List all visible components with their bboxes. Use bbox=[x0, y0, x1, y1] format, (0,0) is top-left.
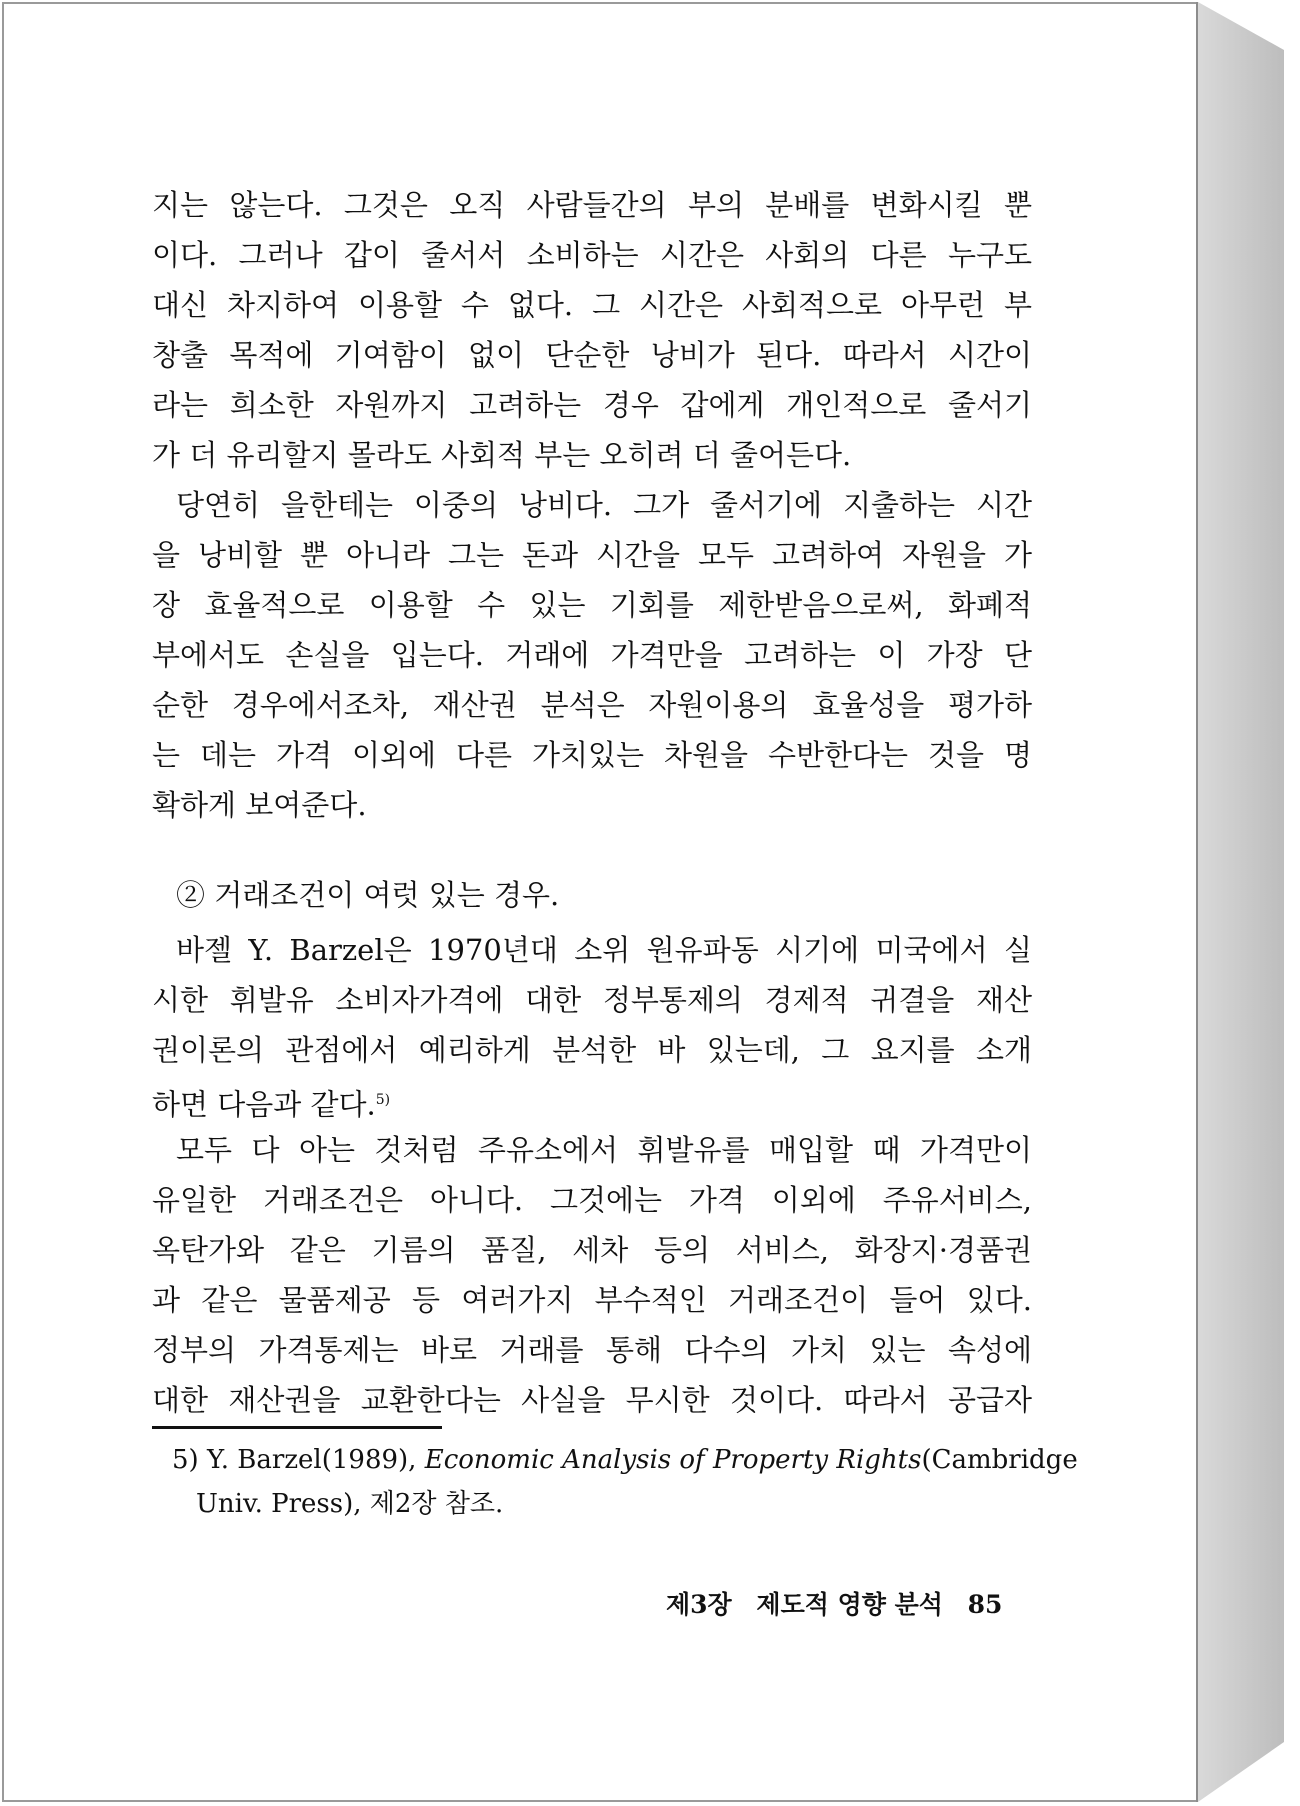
text-line: 시한 휘발유 소비자가격에 대한 정부통제의 경제적 귀결을 재산 bbox=[152, 983, 1032, 1017]
paragraph-four bbox=[152, 1125, 1032, 1425]
text-line: 당연히 을한테는 이중의 낭비다. 그가 줄서기에 지출하는 시간 bbox=[176, 488, 1032, 522]
text-line bbox=[152, 1075, 1032, 1125]
text-line: 바젤 Y. Barzel은 1970년대 소위 원유파동 시기에 미국에서 실 bbox=[176, 933, 1032, 967]
footnote bbox=[172, 1438, 1078, 1526]
footnote-title: Economic Analysis of Property Rights bbox=[424, 1445, 922, 1475]
footnote-reference: 5) bbox=[375, 1092, 391, 1108]
text-line: 순한 경우에서조차, 재산권 분석은 자원이용의 효율성을 평가하 bbox=[152, 688, 1032, 722]
text-line-content: 하면 다음과 같다. bbox=[152, 1087, 376, 1122]
book-side-edge bbox=[1198, 2, 1284, 1802]
text-line: 확하게 보여준다. bbox=[152, 788, 367, 822]
text-line: 정부의 가격통제는 바로 거래를 통해 다수의 가치 있는 속성에 bbox=[152, 1333, 1032, 1367]
text-line: 라는 희소한 자원까지 고려하는 경우 갑에게 개인적으로 줄서기 bbox=[152, 388, 1032, 422]
text-line: 는 데는 가격 이외에 다른 가치있는 차원을 수반한다는 것을 명 bbox=[152, 738, 1032, 772]
footnote-publisher: (Cambridge bbox=[921, 1445, 1078, 1475]
text-line: 가 더 유리할지 몰라도 사회적 부는 오히려 더 줄어든다. bbox=[152, 438, 852, 472]
footnote-line-2: Univ. Press), 제2장 참조. bbox=[196, 1489, 504, 1519]
chapter-label: 제3장 bbox=[666, 1590, 732, 1619]
text-line: 과 같은 물품제공 등 여러가지 부수적인 거래조건이 들어 있다. bbox=[152, 1283, 1032, 1317]
section-heading: ② 거래조건이 여럿 있는 경우. bbox=[176, 878, 560, 912]
text-line: 권이론의 관점에서 예리하게 분석한 바 있는데, 그 요지를 소개 bbox=[152, 1033, 1032, 1067]
text-line: 부에서도 손실을 입는다. 거래에 가격만을 고려하는 이 가장 단 bbox=[152, 638, 1032, 672]
text-line: 대한 재산권을 교환한다는 사실을 무시한 것이다. 따라서 공급자 bbox=[152, 1383, 1032, 1417]
page-edge-line bbox=[1196, 2, 1198, 1802]
footnote-number: 5) bbox=[172, 1445, 199, 1475]
text-line: 모두 다 아는 것처럼 주유소에서 휘발유를 매입할 때 가격만이 bbox=[176, 1133, 1032, 1167]
text-line: 지는 않는다. 그것은 오직 사람들간의 부의 분배를 변화시킬 뿐 bbox=[152, 188, 1032, 222]
text-line: 옥탄가와 같은 기름의 품질, 세차 등의 서비스, 화장지·경품권 bbox=[152, 1233, 1032, 1267]
section-heading-block bbox=[152, 870, 1032, 920]
footnote-author: Y. Barzel(1989), bbox=[206, 1445, 417, 1475]
text-line: 대신 차지하여 이용할 수 없다. 그 시간은 사회적으로 아무런 부 bbox=[152, 288, 1032, 322]
running-footer bbox=[650, 1585, 1002, 1621]
text-line: 장 효율적으로 이용할 수 있는 기회를 제한받음으로써, 화폐적 bbox=[152, 588, 1032, 622]
text-line: 을 낭비할 뿐 아니라 그는 돈과 시간을 모두 고려하여 자원을 가 bbox=[152, 538, 1032, 572]
text-line: 이다. 그러나 갑이 줄서서 소비하는 시간은 사회의 다른 누구도 bbox=[152, 238, 1032, 272]
footnote-divider bbox=[152, 1426, 442, 1429]
footnote-line bbox=[172, 1438, 1078, 1482]
text-line: 유일한 거래조건은 아니다. 그것에는 가격 이외에 주유서비스, bbox=[152, 1183, 1032, 1217]
page-number: 85 bbox=[967, 1590, 1003, 1619]
paragraph-two bbox=[152, 480, 1032, 830]
paragraph-top bbox=[152, 180, 1032, 480]
text-line: 창출 목적에 기여함이 없이 단순한 낭비가 된다. 따라서 시간이 bbox=[152, 338, 1032, 372]
chapter-title: 제도적 영향 분석 bbox=[756, 1590, 943, 1619]
paragraph-three bbox=[152, 925, 1032, 1125]
